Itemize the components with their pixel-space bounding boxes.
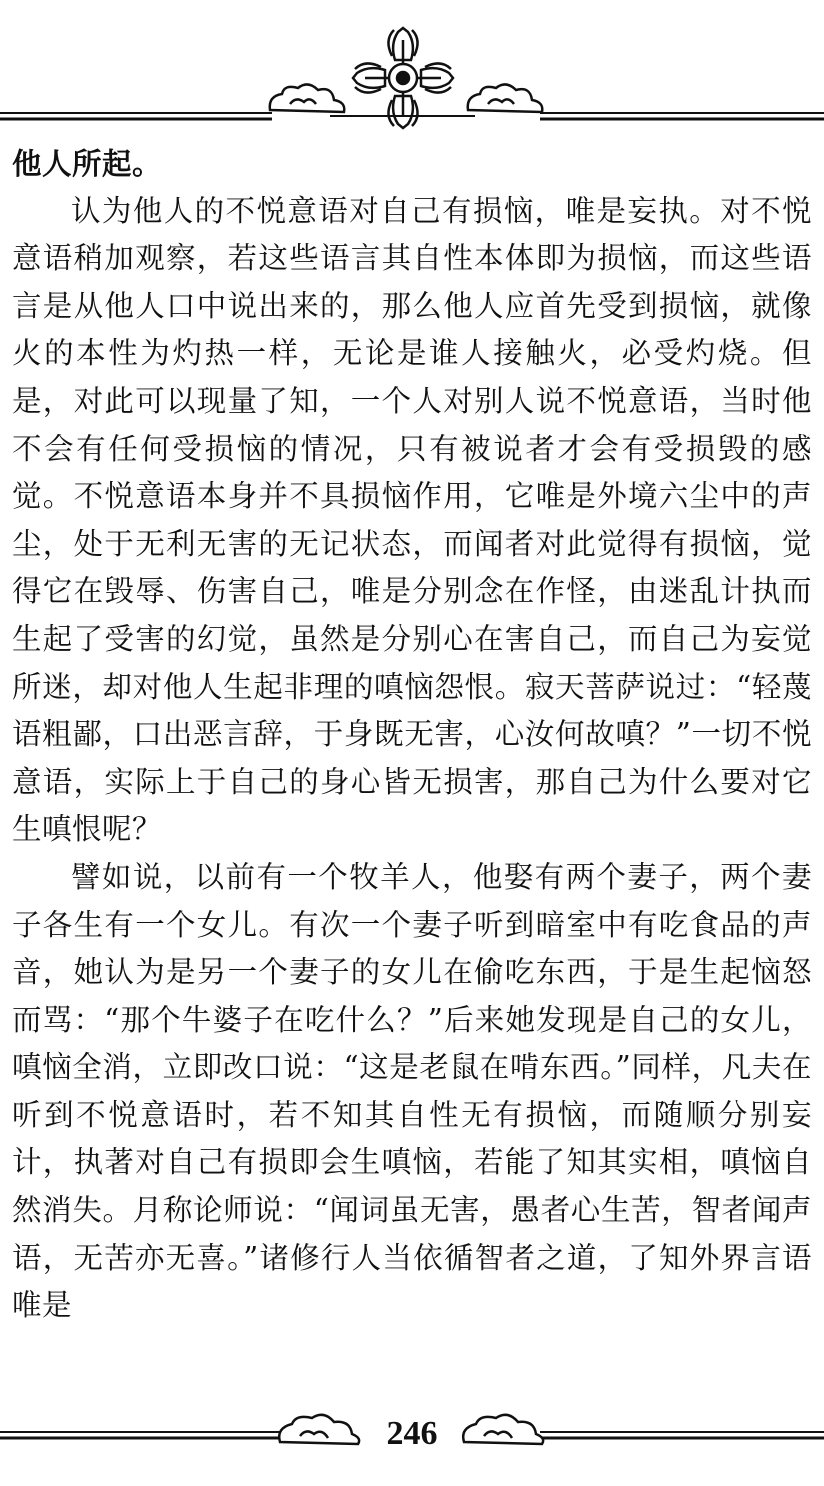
vajra-icon — [353, 28, 453, 128]
paragraph-1: 认为他人的不悦意语对自己有损恼，唯是妄执。对不悦意语稍加观察，若这些语言其自性本体即为损恼，而这些语言是从他人口中说出来的，那么他人应首先受到损恼，就像火的本性为灼热一样，无论是谁人接触火，必受灼烧。但是，对此可以现量了知，一个人对别人说不悦意语，当时他不会有任何受损恼的情况，只有被说者才会有受损毁的感觉。不悦意语本身并不具损恼作用，它唯是外境六尘中的声尘，处于无利无害的无记状态，而闻者对此觉得有损恼，觉得它在毁辱、伤害自己，唯是分别念在作怪，由迷乱计执而生起了受害的幻觉，虽然是分别心在害自己，而自己为妄觉所迷，却对他人生起非理的嗔恼怨恨。寂天菩萨说过：“轻蔑语粗鄙，口出恶言辞，于身既无害，心汝何故嗔？”一切不悦意语，实际上于自己的身心皆无损害，那自己为什么要对它生嗔恨呢？ — [12, 193, 812, 847]
paragraph-2: 譬如说，以前有一个牧羊人，他娶有两个妻子，两个妻子各生有一个女儿。有次一个妻子听到暗室中有吃食品的声音，她认为是另一个妻子的女儿在偷吃东西，于是生起恼怒而骂：“那个牛婆子在吃什么？”后来她发现是自己的女儿，嗔恼全消，立即改口说：“这是老鼠在啃东西。”同样，凡夫在听到不悦意语时，若不知其自性无有损恼，而随顺分别妄计，执著对自己有损即会生嗔恼，若能了知其实相，嗔恼自然消失。月称论师说：“闻词虽无害，愚者心生苦，智者闻声语，无苦亦无喜。”诸修行人当依循智者之道，了知外界言语唯是 — [12, 859, 812, 1323]
left-cloud-icon — [270, 84, 345, 112]
header-ornament — [0, 0, 824, 135]
page-body — [12, 140, 812, 1330]
section-tail: 他人所起。 — [12, 146, 163, 181]
page-number: 246 — [386, 1415, 438, 1452]
right-cloud-icon — [468, 84, 543, 112]
